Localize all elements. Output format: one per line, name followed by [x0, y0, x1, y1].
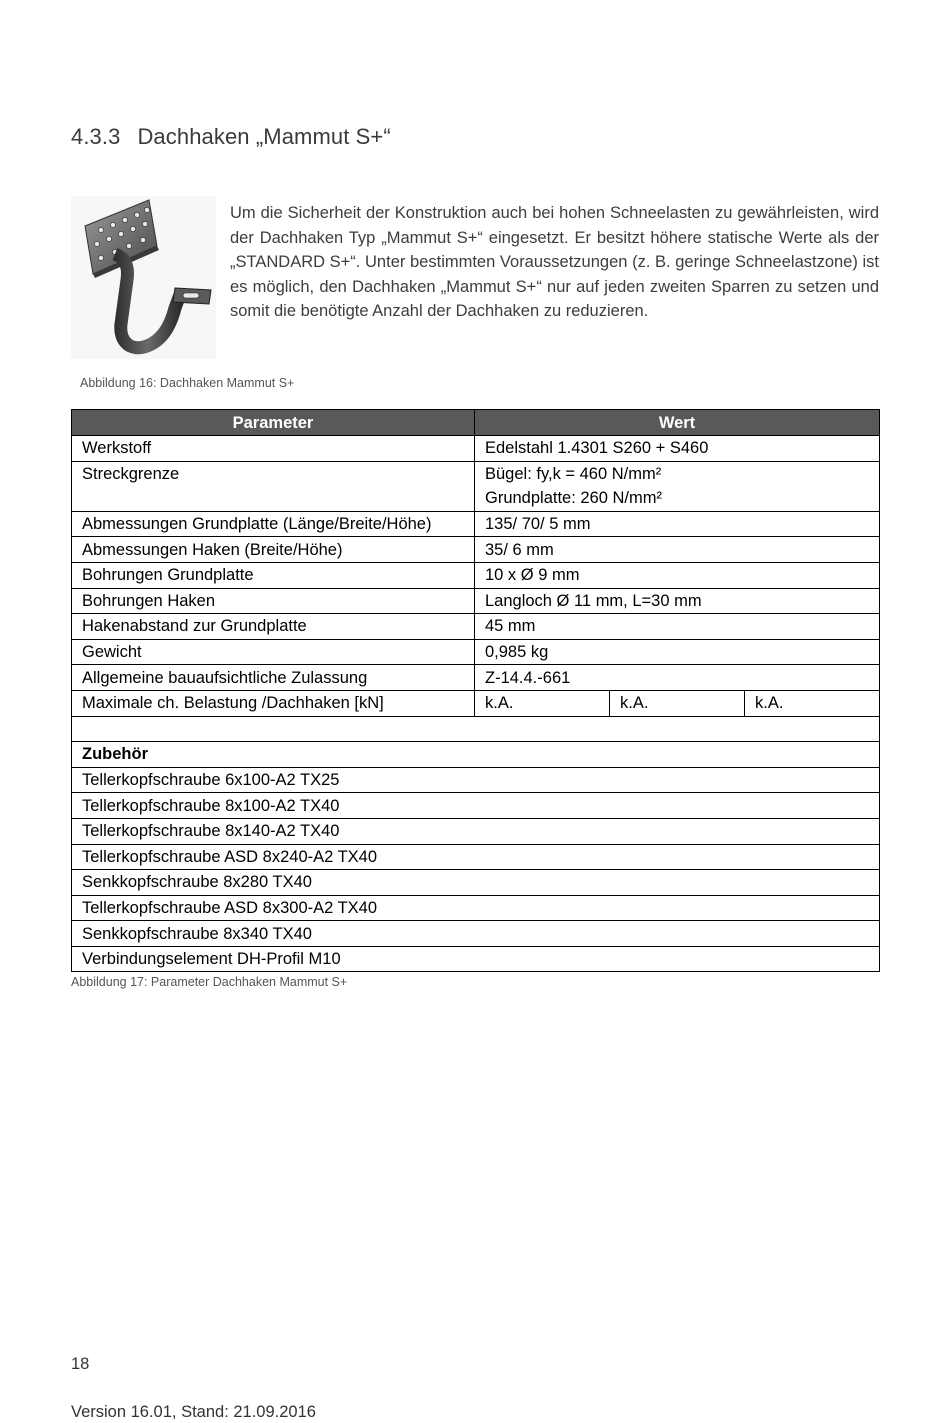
- table-row: [72, 614, 880, 640]
- accessory-row: [72, 946, 880, 972]
- param-cell-empty: [72, 486, 475, 511]
- accessory-row: [72, 818, 880, 844]
- accessory-cell: Tellerkopfschraube 8x140-A2 TX40: [72, 818, 880, 844]
- accessory-cell: Tellerkopfschraube 8x100-A2 TX40: [72, 793, 880, 819]
- param-cell: Maximale ch. Belastung /Dachhaken [kN]: [72, 690, 475, 716]
- value-cell: Edelstahl 1.4301 S260 + S460: [475, 436, 880, 462]
- accessories-title: Zubehör: [72, 742, 880, 768]
- table-header-row: [72, 410, 880, 436]
- accessory-cell: Tellerkopfschraube ASD 8x300-A2 TX40: [72, 895, 880, 921]
- parameter-table: [71, 409, 880, 972]
- value-cell: 0,985 kg: [475, 639, 880, 665]
- value-cell: Langloch Ø 11 mm, L=30 mm: [475, 588, 880, 614]
- load-row: [72, 690, 880, 716]
- param-cell: Streckgrenze: [72, 461, 475, 486]
- value-cell: Z-14.4.-661: [475, 665, 880, 691]
- header-parameter: Parameter: [72, 410, 475, 436]
- table-row: [72, 436, 880, 462]
- table-row: [72, 665, 880, 691]
- table-row: [72, 588, 880, 614]
- accessories-header-row: [72, 742, 880, 768]
- table-row: [72, 562, 880, 588]
- section-heading: [71, 124, 391, 150]
- accessory-cell: Senkkopfschraube 8x340 TX40: [72, 921, 880, 947]
- value-cell: Grundplatte: 260 N/mm²: [475, 486, 880, 511]
- section-title: Dachhaken „Mammut S+“: [137, 124, 391, 149]
- load-value-cell: k.A.: [610, 690, 745, 716]
- accessory-row: [72, 767, 880, 793]
- table-row: [72, 461, 880, 486]
- accessory-row: [72, 793, 880, 819]
- table-caption: Abbildung 17: Parameter Dachhaken Mammut S+: [71, 975, 348, 989]
- header-value: Wert: [475, 410, 880, 436]
- table-row: [72, 537, 880, 563]
- table-row: [72, 486, 880, 511]
- table-row: [72, 639, 880, 665]
- load-value-cell: k.A.: [745, 690, 880, 716]
- accessory-row: [72, 895, 880, 921]
- accessory-cell: Verbindungselement DH-Profil M10: [72, 946, 880, 972]
- param-cell: Hakenabstand zur Grundplatte: [72, 614, 475, 640]
- accessory-row: [72, 870, 880, 896]
- param-cell: Bohrungen Grundplatte: [72, 562, 475, 588]
- version-line: Version 16.01, Stand: 21.09.2016: [71, 1403, 316, 1421]
- value-cell: 10 x Ø 9 mm: [475, 562, 880, 588]
- accessory-cell: Tellerkopfschraube 6x100-A2 TX25: [72, 767, 880, 793]
- param-cell: Werkstoff: [72, 436, 475, 462]
- load-value-cell: k.A.: [475, 690, 610, 716]
- accessory-row: [72, 921, 880, 947]
- value-cell: 45 mm: [475, 614, 880, 640]
- param-cell: Allgemeine bauaufsichtliche Zulassung: [72, 665, 475, 691]
- section-number: 4.3.3: [71, 124, 121, 149]
- spacer-row: [72, 716, 880, 742]
- param-cell: Abmessungen Grundplatte (Länge/Breite/Höhe): [72, 511, 475, 537]
- accessory-cell: Tellerkopfschraube ASD 8x240-A2 TX40: [72, 844, 880, 870]
- accessory-cell: Senkkopfschraube 8x280 TX40: [72, 870, 880, 896]
- value-cell: Bügel: fy,k = 460 N/mm²: [475, 461, 880, 486]
- roof-hook-image: [71, 196, 216, 359]
- intro-paragraph: Um die Sicherheit der Konstruktion auch bei hohen Schneelasten zu gewährleisten, wird der Dachhaken Typ „Mammut S+“ eingesetzt. Er besitzt höhere statische Werte als der „STANDARD S+“. Unter bestimmten Voraussetzungen (z. B. geringe Schneelastzone) ist es möglich, den Dachhaken „Mammut S+“ nur auf jeden zweiten Sparren zu setzen und somit die benötigte Anzahl der Dachhaken zu reduzieren.: [230, 204, 879, 321]
- param-cell: Gewicht: [72, 639, 475, 665]
- param-cell: Bohrungen Haken: [72, 588, 475, 614]
- value-cell: 135/ 70/ 5 mm: [475, 511, 880, 537]
- figure-caption: Abbildung 16: Dachhaken Mammut S+: [80, 376, 295, 390]
- page-number: 18: [71, 1355, 90, 1373]
- spacer-cell: [72, 716, 880, 742]
- value-cell: 35/ 6 mm: [475, 537, 880, 563]
- table-row: [72, 511, 880, 537]
- accessory-row: [72, 844, 880, 870]
- param-cell: Abmessungen Haken (Breite/Höhe): [72, 537, 475, 563]
